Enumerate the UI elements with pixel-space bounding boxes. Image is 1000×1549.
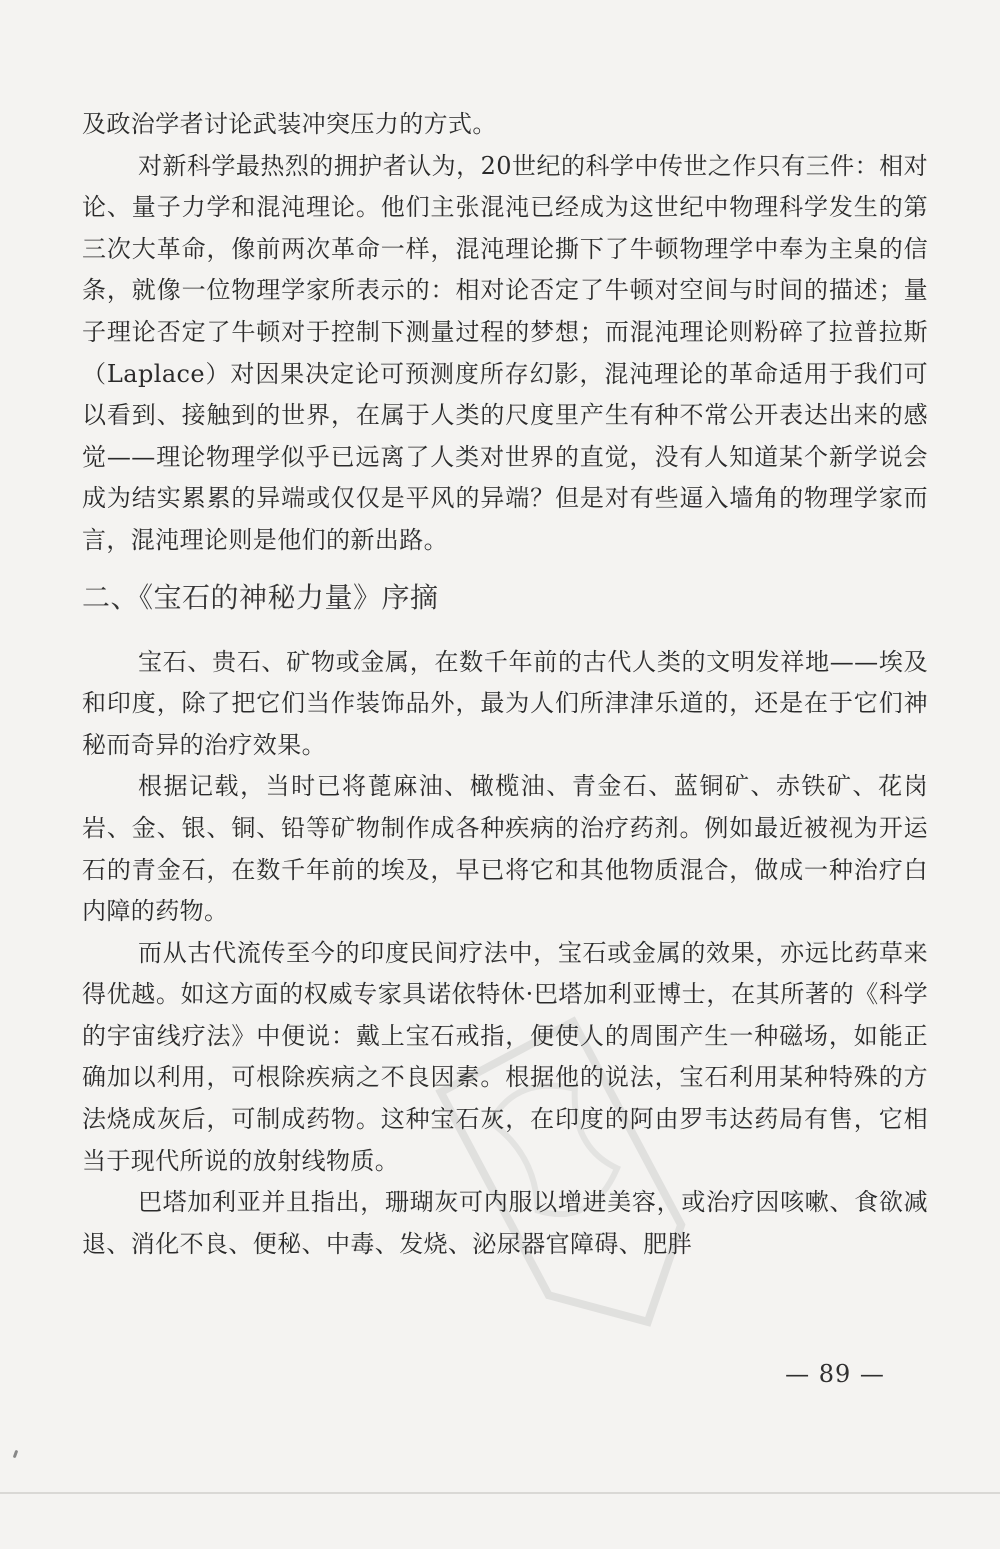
margin-speck bbox=[13, 1450, 19, 1459]
paragraph-gemstones-intro: 宝石、贵石、矿物或金属，在数千年前的古代人类的文明发祥地——埃及和印度，除了把它们当作装饰品外，最为人们所津津乐道的，还是在于它们神秘而奇异的治疗效果。 bbox=[82, 647, 928, 759]
page-number: — 89 — bbox=[785, 1360, 885, 1388]
paragraph-continuation: 及政治学者讨论武装冲突压力的方式。 bbox=[82, 110, 497, 138]
paragraph-chaos-theory: 对新科学最热烈的拥护者认为，20世纪的科学中传世之作只有三件：相对论、量子力学和混沌理论。他们主张混沌已经成为这世纪中物理科学发生的第三次大革命，像前两次革命一样，混沌理论撕下了牛顿物理学中奉为主臬的信条，就像一位物理学家所表示的：相对论否定了牛顿对空间与时间的描述；量子理论否定了牛顿对于控制下测量过程的梦想；而混沌理论则粉碎了拉普拉斯（Laplace）对因果决定论可预测度所存幻影，混沌理论的革命适用于我们可以看到、接触到的世界，在属于人类的尺度里产生有种不常公开表达出来的感觉——理论物理学似乎已远离了人类对世界的直觉，没有人知道某个新学说会成为结实累累的异端或仅仅是平风的异端？但是对有些逼入墙角的物理学家而言，混沌理论则是他们的新出路。 bbox=[82, 151, 928, 554]
paragraph-coral-ash: 巴塔加利亚并且指出，珊瑚灰可内服以增进美容，或治疗因咳嗽、食欲减退、消化不良、便秘、中毒、发烧、泌尿器官障碍、肥胖 bbox=[82, 1188, 928, 1258]
page-bottom-edge bbox=[0, 1492, 1000, 1494]
body-text bbox=[82, 104, 928, 1265]
section-heading: 二、《宝石的神秘力量》序摘 bbox=[82, 580, 439, 614]
paragraph-india-remedies: 而从古代流传至今的印度民间疗法中，宝石或金属的效果，亦远比药草来得优越。如这方面的权威专家具诺依特休·巴塔加利亚博士，在其所著的《科学的宇宙线疗法》中便说：戴上宝石戒指，便使人的周围产生一种磁场，如能正确加以利用，可根除疾病之不良因素。根据他的说法，宝石利用某种特殊的方法烧成灰后，可制成药物。这种宝石灰，在印度的阿由罗韦达药局有售，它相当于现代所说的放射线物质。 bbox=[82, 938, 928, 1175]
paragraph-egypt-remedies: 根据记载，当时已将蓖麻油、橄榄油、青金石、蓝铜矿、赤铁矿、花岗岩、金、银、铜、铅等矿物制作成各种疾病的治疗药剂。例如最近被视为开运石的青金石，在数千年前的埃及，早已将它和其他物质混合，做成一种治疗白内障的药物。 bbox=[82, 772, 928, 926]
